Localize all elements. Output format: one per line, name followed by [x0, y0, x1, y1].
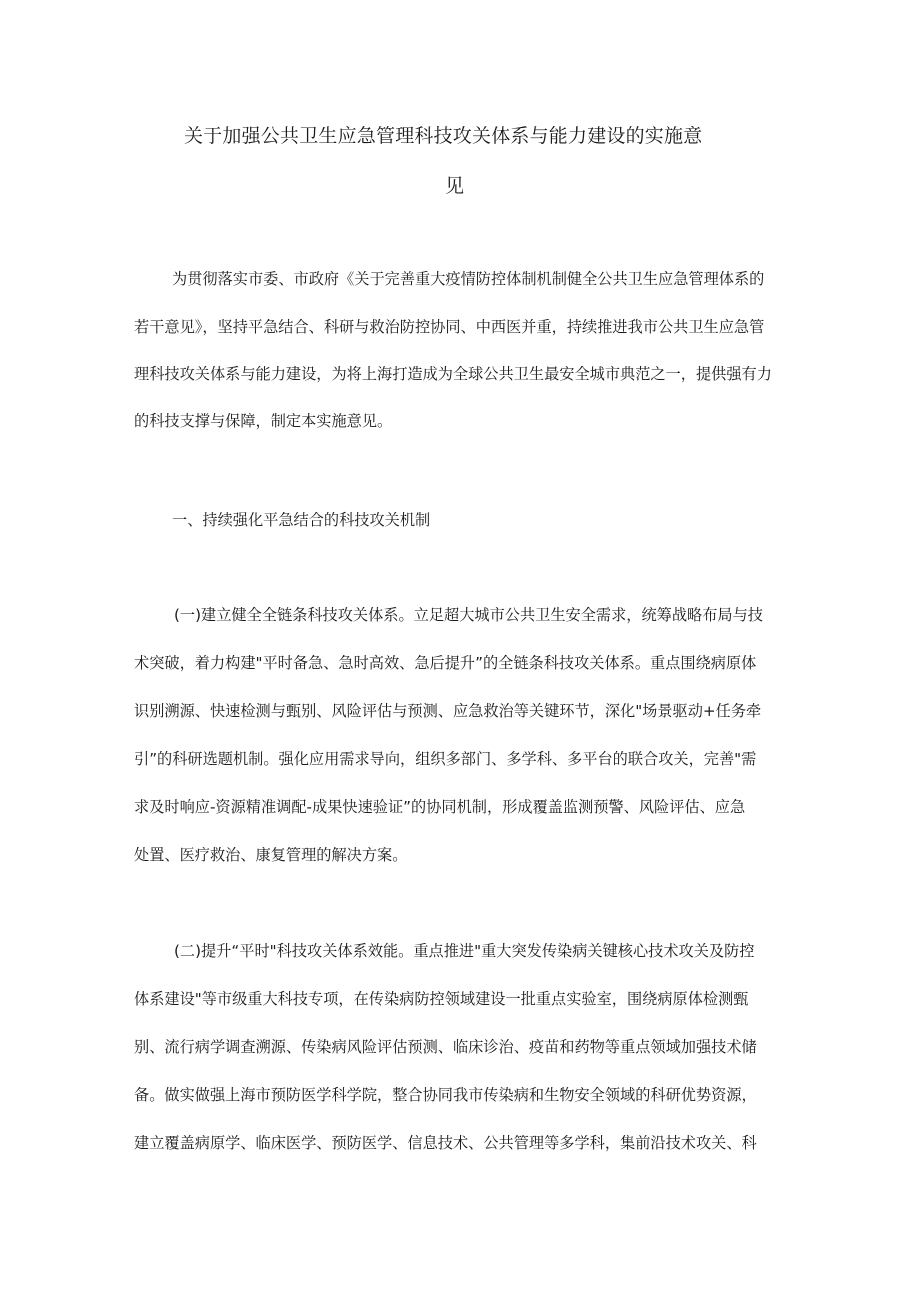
document-title-line-2: 见 — [445, 175, 465, 197]
paragraph-1-line: 术突破，着力构建"平时备急、急时高效、急后提升”的全链条科技攻关体系。重点围绕病原体 — [134, 654, 757, 672]
intro-line: 的科技支撑与保障，制定本实施意见。 — [134, 412, 393, 430]
paragraph-2-line: 建立覆盖病原学、临床医学、预防医学、信息技术、公共管理等多学科，集前沿技术攻关、科 — [134, 1134, 757, 1152]
paragraph-2-line: (二)提升“平时"科技攻关体系效能。重点推进"重大突发传染病关键核心技术攻关及防控 — [174, 942, 755, 960]
paragraph-1-line: (一)建立健全全链条科技攻关体系。立足超大城市公共卫生安全需求，统筹战略布局与技 — [174, 606, 763, 624]
paragraph-2-line: 备。做实做强上海市预防医学科学院，整合协同我市传染病和生物安全领域的科研优势资源， — [134, 1086, 757, 1104]
paragraph-2-line: 别、流行病学调查溯源、传染病风险评估预测、临床诊治、疫苗和药物等重点领域加强技术储 — [134, 1038, 757, 1056]
intro-line: 若干意见》，坚持平急结合、科研与救治防控协同、中西医并重，持续推进我市公共卫生应急管 — [134, 318, 765, 336]
paragraph-1-line: 识别溯源、快速检测与甄别、风险评估与预测、应急救治等关键环节，深化"场景驱动+任务牵 — [134, 702, 762, 720]
intro-line: 为贯彻落实市委、市政府《关于完善重大疫情防控体制机制健全公共卫生应急管理体系的 — [172, 270, 765, 288]
paragraph-1-line: 引”的科研选题机制。强化应用需求导向，组织多部门、多学科、多平台的联合攻关，完善"需 — [134, 750, 757, 768]
paragraph-1-line: 求及时响应-资源精准调配-成果快速验证”的协同机制，形成覆盖监测预警、风险评估、应急 — [134, 798, 746, 816]
paragraph-2-line: 体系建设"等市级重大科技专项，在传染病防控领域建设一批重点实验室，围绕病原体检测甄 — [134, 990, 749, 1008]
intro-line: 理科技攻关体系与能力建设，为将上海打造成为全球公共卫生最安全城市典范之一，提供强有力 — [134, 365, 772, 383]
document-title-line-1: 关于加强公共卫生应急管理科技攻关体系与能力建设的实施意 — [184, 125, 703, 147]
section-heading: 一、持续强化平急结合的科技攻关机制 — [172, 511, 431, 529]
paragraph-1-line: 处置、医疗救治、康复管理的解决方案。 — [134, 846, 408, 864]
